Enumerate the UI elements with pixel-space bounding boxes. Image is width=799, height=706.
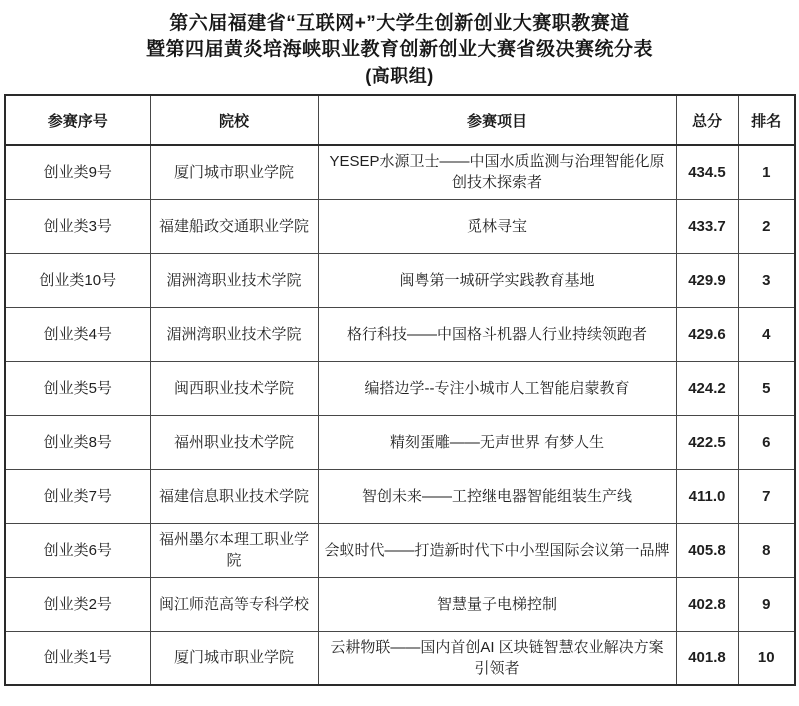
school-cell: 厦门城市职业学院: [150, 145, 318, 199]
score-cell: 424.2: [676, 361, 738, 415]
table-row: [5, 415, 795, 469]
school-cell: 湄洲湾职业技术学院: [150, 253, 318, 307]
project-cell: YESEP水源卫士——中国水质监测与治理智能化原创技术探索者: [318, 145, 676, 199]
score-cell: 405.8: [676, 523, 738, 577]
rank-cell: 1: [738, 145, 795, 199]
score-table: [4, 94, 796, 686]
school-cell: 闽西职业技术学院: [150, 361, 318, 415]
score-cell: 401.8: [676, 631, 738, 685]
header-rank: 排名: [738, 95, 795, 145]
seq-cell: 创业类8号: [5, 415, 150, 469]
seq-cell: 创业类9号: [5, 145, 150, 199]
project-cell: 智创未来——工控继电器智能组装生产线: [318, 469, 676, 523]
project-cell: 智慧量子电梯控制: [318, 577, 676, 631]
school-cell: 厦门城市职业学院: [150, 631, 318, 685]
title-line-3: (高职组): [365, 66, 434, 86]
seq-cell: 创业类2号: [5, 577, 150, 631]
title-line-2: 暨第四届黄炎培海峡职业教育创新创业大赛省级决赛统分表: [145, 39, 653, 60]
header-project: 参赛项目: [318, 95, 676, 145]
table-row: [5, 145, 795, 199]
header-school: 院校: [150, 95, 318, 145]
table-row: [5, 631, 795, 685]
seq-cell: 创业类7号: [5, 469, 150, 523]
table-row: [5, 307, 795, 361]
score-cell: 429.6: [676, 307, 738, 361]
school-cell: 福建信息职业技术学院: [150, 469, 318, 523]
school-cell: 湄洲湾职业技术学院: [150, 307, 318, 361]
rank-cell: 5: [738, 361, 795, 415]
school-cell: 福建船政交通职业学院: [150, 199, 318, 253]
project-cell: 闽粤第一城研学实践教育基地: [318, 253, 676, 307]
seq-cell: 创业类4号: [5, 307, 150, 361]
rank-cell: 9: [738, 577, 795, 631]
title-line-1: 第六届福建省“互联网+”大学生创新创业大赛职教赛道: [169, 13, 630, 34]
score-cell: 434.5: [676, 145, 738, 199]
seq-cell: 创业类5号: [5, 361, 150, 415]
table-row: [5, 253, 795, 307]
rank-cell: 6: [738, 415, 795, 469]
seq-cell: 创业类10号: [5, 253, 150, 307]
seq-cell: 创业类1号: [5, 631, 150, 685]
score-cell: 402.8: [676, 577, 738, 631]
header-score: 总分: [676, 95, 738, 145]
project-cell: 云耕物联——国内首创AI 区块链智慧农业解决方案引领者: [318, 631, 676, 685]
rank-cell: 8: [738, 523, 795, 577]
seq-cell: 创业类6号: [5, 523, 150, 577]
score-cell: 422.5: [676, 415, 738, 469]
rank-cell: 3: [738, 253, 795, 307]
header-seq: 参赛序号: [5, 95, 150, 145]
project-cell: 会蚁时代——打造新时代下中小型国际会议第一品牌: [318, 523, 676, 577]
project-cell: 觅林寻宝: [318, 199, 676, 253]
rank-cell: 7: [738, 469, 795, 523]
score-cell: 411.0: [676, 469, 738, 523]
table-row: [5, 361, 795, 415]
school-cell: 闽江师范高等专科学校: [150, 577, 318, 631]
score-cell: 433.7: [676, 199, 738, 253]
score-cell: 429.9: [676, 253, 738, 307]
table-row: [5, 199, 795, 253]
rank-cell: 4: [738, 307, 795, 361]
table-row: [5, 523, 795, 577]
school-cell: 福州墨尔本理工职业学院: [150, 523, 318, 577]
project-cell: 编搭边学--专注小城市人工智能启蒙教育: [318, 361, 676, 415]
rank-cell: 2: [738, 199, 795, 253]
rank-cell: 10: [738, 631, 795, 685]
seq-cell: 创业类3号: [5, 199, 150, 253]
project-cell: 格行科技——中国格斗机器人行业持续领跑者: [318, 307, 676, 361]
table-row: [5, 469, 795, 523]
header-row: [5, 95, 795, 145]
table-row: [5, 577, 795, 631]
school-cell: 福州职业技术学院: [150, 415, 318, 469]
document-title: [0, 0, 799, 89]
project-cell: 精刻蛋雕——无声世界 有梦人生: [318, 415, 676, 469]
